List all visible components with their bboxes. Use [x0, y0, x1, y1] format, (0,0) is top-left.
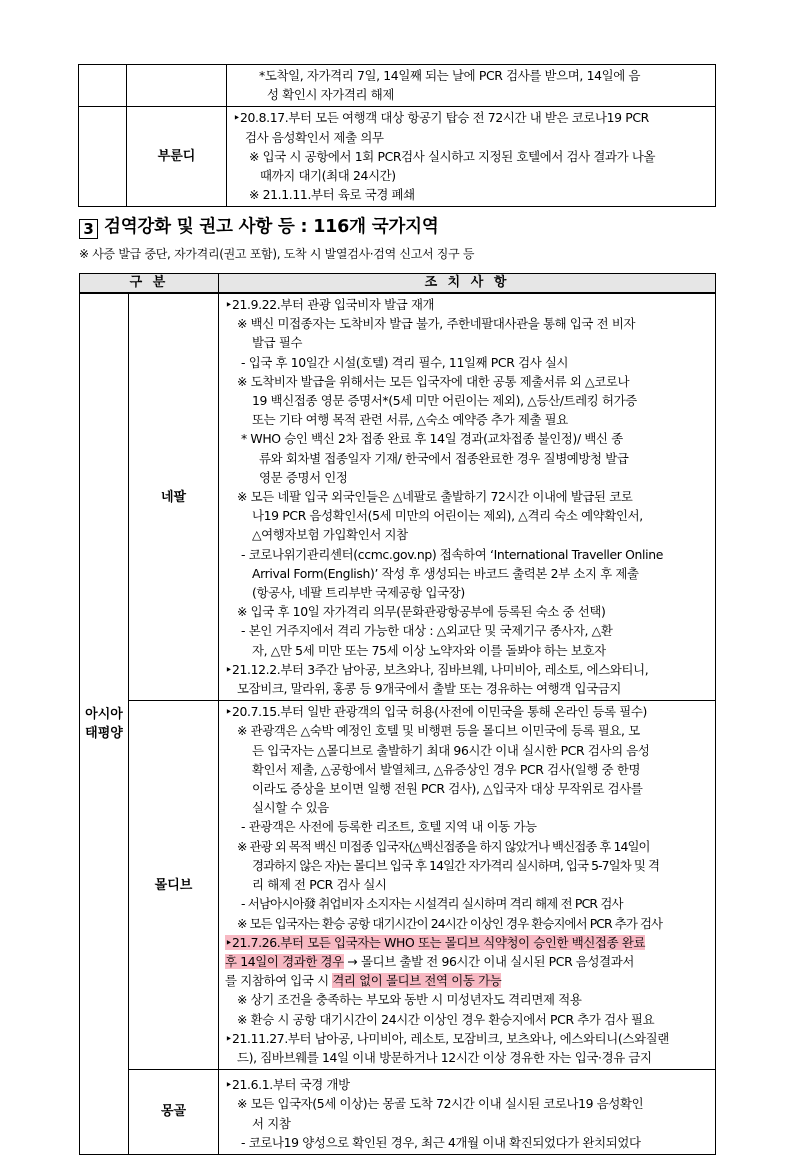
country-burundi: 부룬디	[127, 107, 227, 207]
section-heading	[79, 213, 439, 239]
list-item: ※ 21.1.11.부터 육로 국경 폐쇄	[249, 187, 415, 203]
list-item: ‣20.8.17.부터 모든 여행객 대상 항공기 탑승 전 72시간 내 받은 코로나19 PCR	[233, 110, 649, 126]
country-mongolia: 몽골	[129, 1070, 219, 1155]
header-category: 구 분	[80, 274, 219, 294]
list-item: - 코로나위기관리센터(ccmc.gov.np) 접속하여 ‘International Traveller Online	[241, 546, 663, 562]
list-item	[225, 933, 709, 952]
list-item: 류와 회차별 접종일자 기재/ 한국에서 접종완료한 경우 질병예방청 발급	[259, 450, 629, 466]
header-measures: 조 치 사 항	[219, 274, 716, 294]
list-item: 영문 증명서 인정	[259, 469, 348, 485]
list-item: 성 확인시 자가격리 해제	[267, 87, 394, 103]
list-item: 검사 음성확인서 제출 의무	[245, 129, 384, 145]
section-note: ※ 사증 발급 중단, 자가격리(권고 포함), 도착 시 발열검사·검역 신고서 징구 등	[79, 247, 475, 261]
list-item: - 입국 후 10일간 시설(호텔) 격리 필수, 11일째 PCR 검사 실시	[241, 354, 569, 370]
highlighted-text: 후 14일이 경과한 경우	[225, 953, 344, 969]
list-item: ※ 입국 시 공항에서 1회 PCR검사 실시하고 지정된 호텔에서 검사 결과가 나올	[249, 148, 656, 164]
list-item: ※ 환승 시 공항 대기시간이 24시간 이상인 경우 환승지에서 PCR 추가 검사 필요	[237, 1011, 655, 1027]
measures-cell	[227, 65, 716, 107]
measures-cell	[219, 293, 716, 701]
table-header-row	[80, 274, 716, 294]
list-item: ※ 도착비자 발급을 위해서는 모든 입국자에 대한 공통 제출서류 외 △코로나	[237, 373, 630, 389]
highlighted-text: ‣21.7.26.부터 모든 입국자는 WHO 또는 몰디브 식약청이 승인한 백신접종 완료	[225, 934, 646, 950]
country-nepal: 네팔	[129, 293, 219, 701]
list-item: Arrival Form(English)’ 작성 후 생성되는 바코드 출력본 2부 소지 후 제출	[252, 565, 639, 581]
list-item: 또는 기타 여행 목적 관련 서류, △숙소 예약증 추가 제출 필요	[252, 412, 568, 428]
list-item: 드), 짐바브웨를 14일 이내 방문하거나 12시간 이상 경유한 자는 입국·경유 금지	[237, 1049, 652, 1065]
list-item: ‣21.11.27.부터 남아공, 나미비아, 레소토, 모잠비크, 보츠와나, 에스와티니(스와질랜	[225, 1030, 669, 1046]
list-item: 발급 필수	[252, 335, 303, 351]
section-number: 3	[79, 219, 98, 239]
table-row	[80, 293, 716, 701]
list-item: - 코로나19 양성으로 확인된 경우, 최근 4개월 이내 확진되었다가 완치되었다	[241, 1134, 641, 1150]
list-item: ※ 상기 조건을 충족하는 부모와 동반 시 미성년자도 격리면제 적용	[237, 992, 582, 1008]
list-item: 서 지참	[252, 1115, 291, 1131]
list-item: ※ 백신 미접종자는 도착비자 발급 불가, 주한네팔대사관을 통해 입국 전 비자	[237, 316, 636, 332]
country-maldives: 몰디브	[129, 701, 219, 1070]
list-item: - 서남아시아發 취업비자 소지자는 시설격리 실시하며 격리 해제 전 PCR 검사	[241, 896, 623, 912]
list-item: 19 백신접종 영문 증명서*(5세 미만 어린이는 제외), △등산/트레킹 허가증	[252, 393, 637, 409]
list-item: ※ 관광객은 △숙박 예정인 호텔 및 비행편 등을 몰디브 이민국에 등록 필요, 모	[237, 723, 640, 739]
list-item: 든 입국자는 △몰디브로 출발하기 최대 96시간 이내 실시한 PCR 검사의 음성	[252, 742, 650, 758]
list-item: 자, △만 5세 미만 또는 75세 이상 노약자와 이를 돌봐야 하는 보호자	[252, 642, 606, 658]
measures-cell	[219, 701, 716, 1070]
measures-cell	[227, 107, 716, 207]
list-item: ※ 모든 입국자는 환승 공항 대기시간이 24시간 이상인 경우 환승지에서 PCR 추가 검사	[237, 915, 663, 931]
list-item: ‣21.6.1.부터 국경 개방	[225, 1077, 350, 1093]
region-asia-pacific	[80, 293, 129, 1154]
region-cell	[79, 65, 127, 107]
list-item-text: 를 지참하여 입국 시	[225, 973, 333, 989]
table-row	[80, 1070, 716, 1155]
region-label: 아시아 태평양	[85, 706, 123, 741]
list-item: 경과하지 않은 자)는 몰디브 입국 후 14일간 자가격리 실시하며, 입국 5-7일차 및 격	[252, 857, 660, 873]
list-item: △여행자보험 가입확인서 지참	[252, 527, 408, 543]
list-item: - 본인 거주지에서 격리 가능한 대상 : △외교단 및 국제기구 종사자, △환	[241, 623, 613, 639]
list-item: 모잠비크, 말라위, 홍콩 등 9개국에서 출발 또는 경유하는 여행객 입국금지	[237, 681, 621, 697]
list-item	[225, 952, 709, 971]
list-item: *도착일, 자가격리 7일, 14일째 되는 날에 PCR 검사를 받으며, 14일에 음	[259, 68, 641, 83]
list-item: 이라도 증상을 보이면 일행 전원 PCR 검사), △입국자 대상 무작위로 검사를	[252, 781, 643, 797]
list-item: ‣21.9.22.부터 관광 입국비자 발급 재개	[225, 297, 435, 312]
list-item: ※ 모든 네팔 입국 외국인들은 △네팔로 출발하기 72시간 이내에 발급된 코로	[237, 489, 633, 505]
list-item: 실시할 수 있음	[252, 800, 329, 816]
region-cell	[79, 107, 127, 207]
list-item: ‣21.12.2.부터 3주간 남아공, 보츠와나, 짐바브웨, 나미비아, 레소토, 에스와티니,	[225, 661, 649, 677]
list-item: (항공사, 네팔 트리부반 국제공항 입국장)	[252, 585, 465, 601]
list-item	[225, 971, 709, 990]
list-item: ※ 관광 외 목적 백신 미접종 입국자(△백신접종을 하지 않았거나 백신접종 후 14일이	[237, 838, 650, 854]
list-item: 나19 PCR 음성확인서(5세 미만의 어린이는 제외), △격리 숙소 예약확인서,	[252, 508, 643, 524]
previous-country-table	[78, 64, 716, 207]
country-cell	[127, 65, 227, 107]
table-row	[80, 701, 716, 1070]
list-item-text: → 몰디브 출발 전 96시간 이내 실시된 PCR 음성결과서	[343, 953, 635, 969]
section-title: 검역강화 및 권고 사항 등 : 116개 국가지역	[104, 217, 439, 237]
list-item: ※ 모든 입국자(5세 이상)는 몽골 도착 72시간 이내 실시된 코로나19 음성확인	[237, 1096, 644, 1112]
list-item: ※ 입국 후 10일 자가격리 의무(문화관광항공부에 등록된 숙소 중 선택)	[237, 604, 606, 620]
highlighted-text: 격리 없이 몰디브 전역 이동 가능	[332, 973, 502, 989]
quarantine-measures-table	[79, 273, 716, 1155]
table-row	[79, 107, 716, 207]
list-item: ‣20.7.15.부터 일반 관광객의 입국 허용(사전에 이민국을 통해 온라인 등록 필수)	[225, 704, 647, 720]
table-row	[79, 65, 716, 107]
list-item: 확인서 제출, △공항에서 발열체크, △유증상인 경우 PCR 검사(일행 중 한명	[252, 761, 641, 777]
measures-cell	[219, 1070, 716, 1155]
list-item: 때까지 대기(최대 24시간)	[260, 168, 396, 184]
list-item: 리 해제 전 PCR 검사 실시	[252, 877, 387, 893]
list-item: - 관광객은 사전에 등록한 리조트, 호텔 지역 내 이동 가능	[241, 819, 537, 835]
list-item: * WHO 승인 백신 2차 접종 완료 후 14일 경과(교차접종 불인정)/ 백신 종	[241, 431, 623, 447]
